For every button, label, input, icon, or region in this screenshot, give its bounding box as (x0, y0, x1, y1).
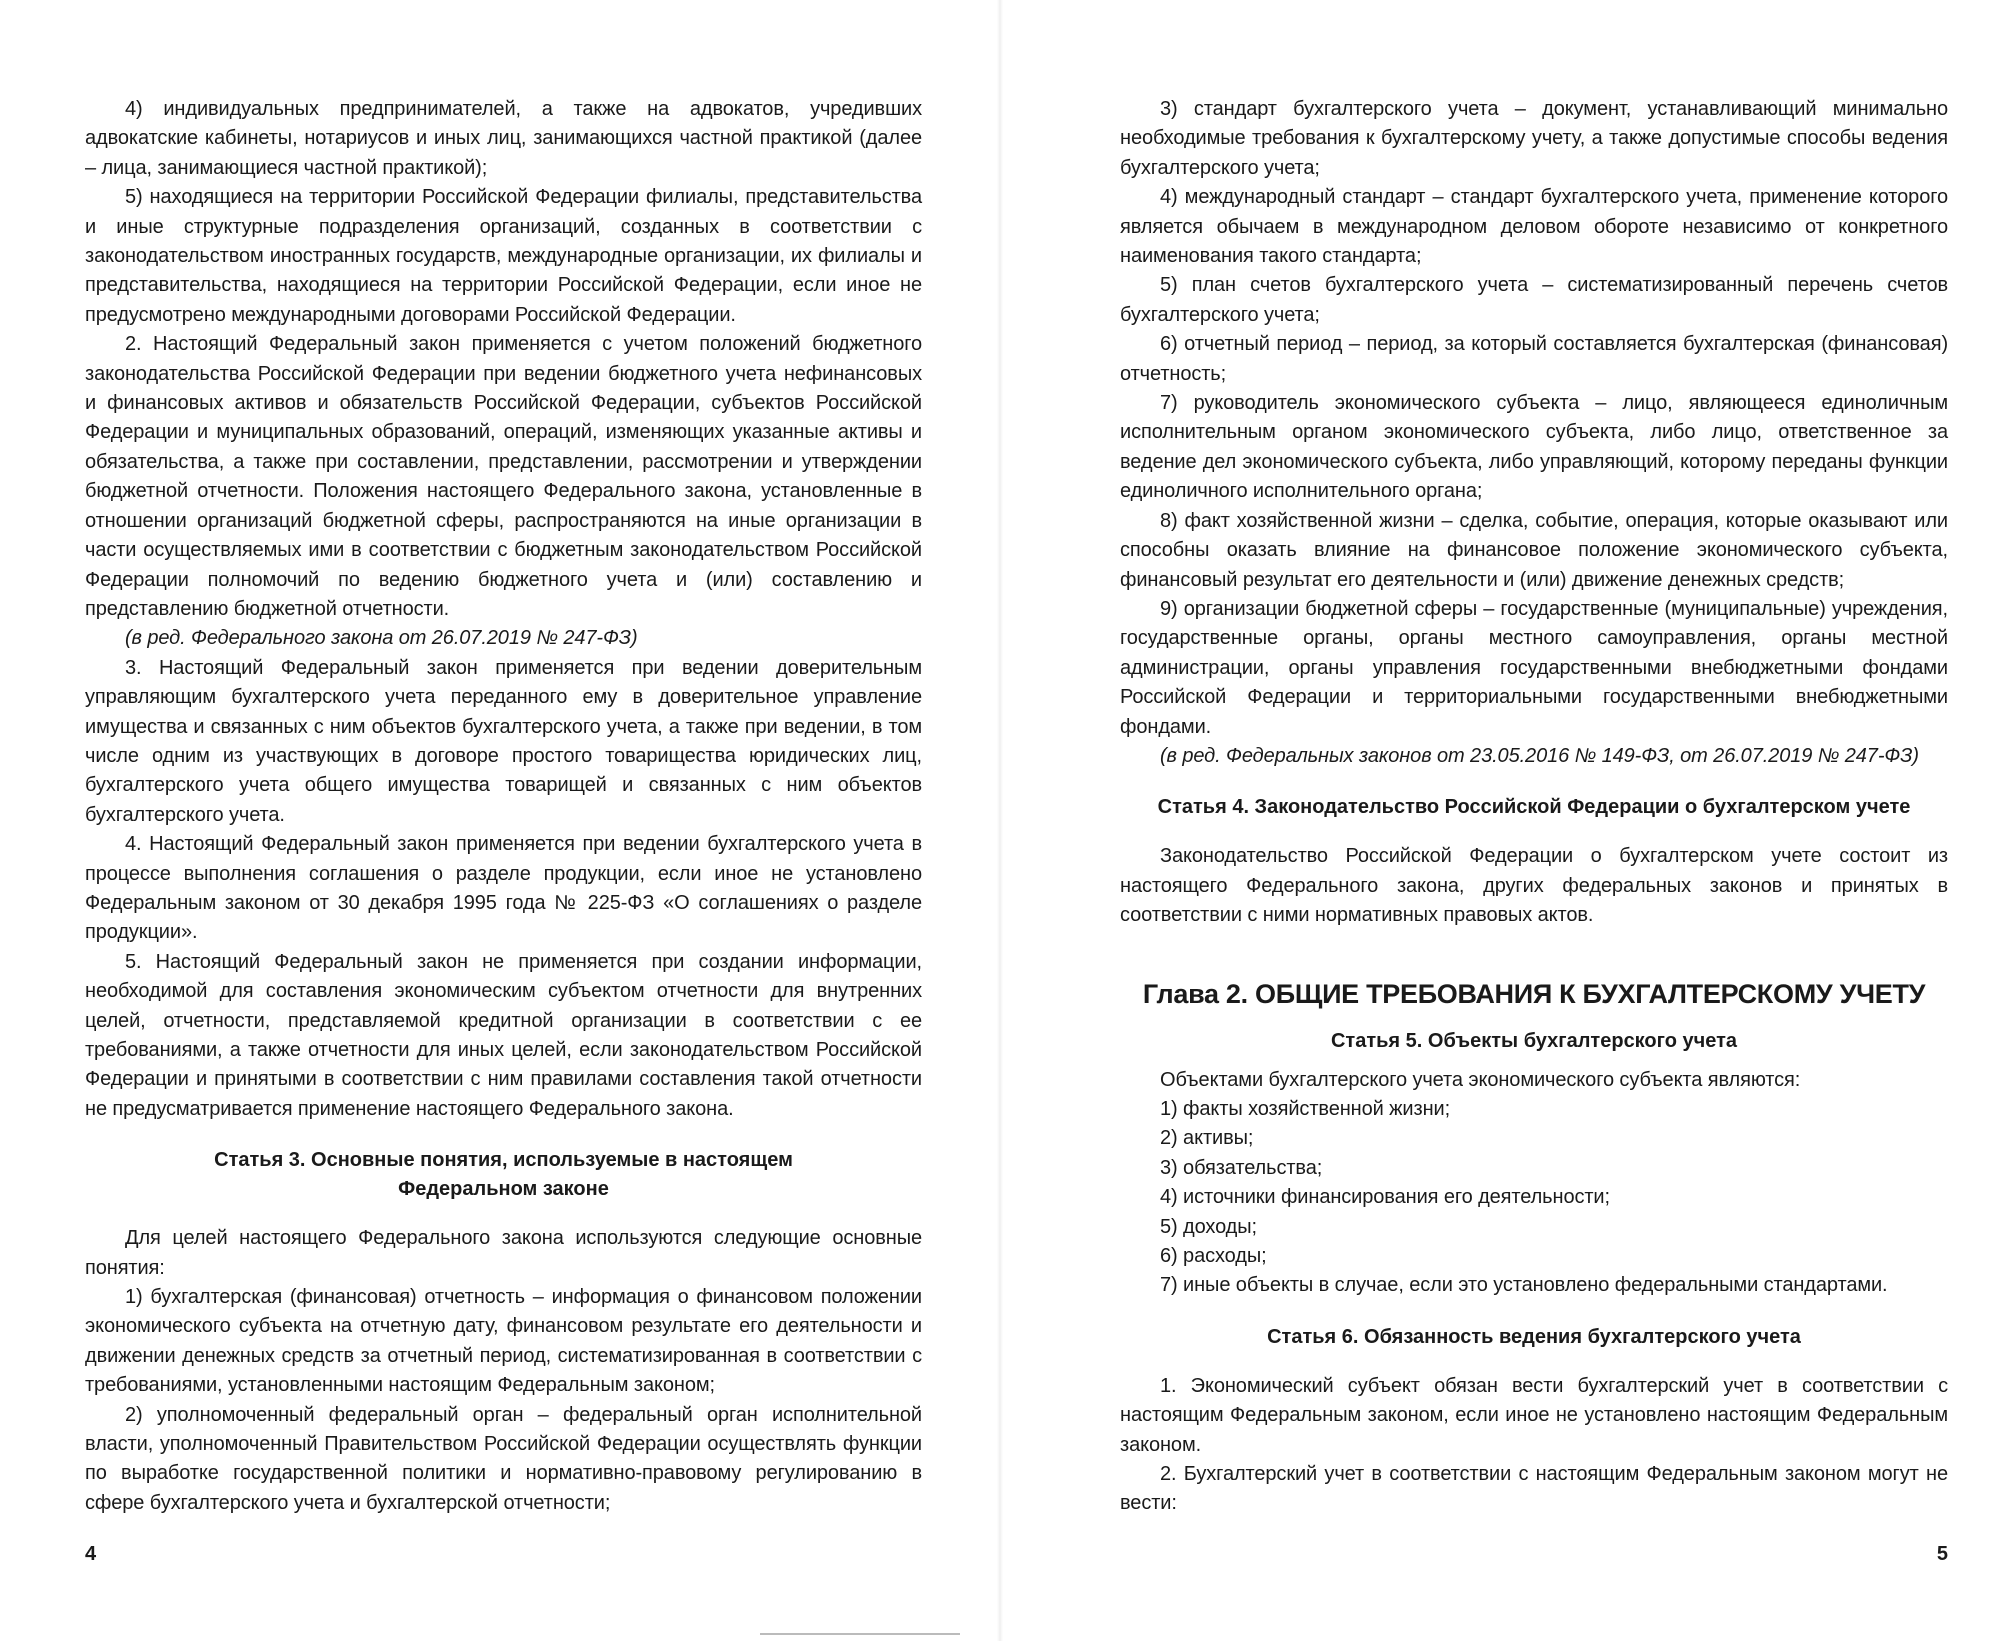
paragraph: 4) международный стандарт – стандарт бухгалтерского учета, применение которого является обычаем в международном деловом обороте независимо от конкретного наименования такого стандарта; (1120, 186, 1948, 268)
article-4-title: Статья 4. Законодательство Российской Федерации о бухгалтерском учете (1157, 796, 1911, 819)
page-number-right: 5 (1936, 1543, 1948, 1565)
list-item: 3) обязательства; (1160, 1156, 1323, 1179)
paragraph: 8) факт хозяйственной жизни – сделка, событие, операция, которые оказывают или способны оказать влияние на финансовое положение экономического субъекта, финансовый результат его деятельности и (или) движение денежных средств; (1120, 509, 1948, 591)
paragraph: 3) стандарт бухгалтерского учета – документ, устанавливающий минимально необходимые требования к бухгалтерскому учету, а также допустимые способы ведения бухгалтерского учета; (1120, 98, 1948, 179)
article-3-title-line-2: Федеральном законе (398, 1178, 609, 1201)
paragraph: 2) уполномоченный федеральный орган – федеральный орган исполнительной власти, уполномоченный Правительством Российской Федерации осуществлять функции по выработке государственной политики и нормативно-правовому регулированию в сфере бухгалтерского учета и бухгалтерской отчетности; (85, 1403, 922, 1514)
bottom-edge-line (760, 1633, 960, 1635)
paragraph: 5. Настоящий Федеральный закон не применяется при создании информации, необходимой для составления экономическим субъектом отчетности для внутренних целей, отчетности, представляемой кредитной организации в соответствии с ее требованиями, а также отчетности для иных целей, если законодательством Российской Федерации и принятыми в соответствии с ним правилами составления такой отчетности не предусматривается применение настоящего Федерального закона. (85, 950, 922, 1120)
paragraph: 2. Настоящий Федеральный закон применяется с учетом положений бюджетного законодательства Российской Федерации при ведении бюджетного учета нефинансовых и финансовых активов и обязательств Российской Федерации, субъектов Российской Федерации и муниципальных образований, операций, изменяющих указанные активы и обязательства, а также при составлении, представлении, рассмотрении и утверждении бюджетной отчетности. Положения настоящего Федерального закона, установленные в отношении организаций бюджетной сферы, распространяются на иные организации в части осуществляемых ими в соответствии с бюджетным законодательством Российской Федерации полномочий по ведению бюджетного учета и (или) составлению и представлению бюджетной отчетности. (85, 333, 922, 620)
paragraph: 3. Настоящий Федеральный закон применяется при ведении доверительным управляющим бухгалтерского учета переданного ему в доверительное управление имущества и связанных с ним объектов бухгалтерского учета, а также при ведении, в том числе одним из участвующих в договоре простого товарищества юридических лиц, бухгалтерского учета общего имущества товарищей и связанных с ним объектов бухгалтерского учета. (85, 656, 922, 826)
article-5-title: Статья 5. Объекты бухгалтерского учета (1330, 1029, 1737, 1052)
chapter-2-title: Глава 2. ОБЩИЕ ТРЕБОВАНИЯ К БУХГАЛТЕРСКОМУ УЧЕТУ (1142, 978, 1926, 1009)
list-item: 5) доходы; (1160, 1215, 1257, 1238)
right-page-text (1120, 95, 1948, 1519)
paragraph: Объектами бухгалтерского учета экономического субъекта являются: (1160, 1068, 1801, 1091)
list-item: 1) факты хозяйственной жизни; (1160, 1097, 1451, 1120)
list-item: 7) иные объекты в случае, если это установлено федеральными стандартами. (1160, 1274, 1888, 1297)
paragraph: Законодательство Российской Федерации о бухгалтерском учете состоит из настоящего Федерального закона, других федеральных законов и принятых в соответствии с ними нормативных правовых актов. (1120, 845, 1948, 927)
paragraph: 5) план счетов бухгалтерского учета – систематизированный перечень счетов бухгалтерского учета; (1120, 274, 1948, 326)
paragraph: 9) организации бюджетной сферы – государственные (муниципальные) учреждения, государственные органы, органы местного самоуправления, органы местной администрации, органы управления государственными внебюджетными фондами Российской Федерации и территориальными государственными внебюджетными фондами. (1120, 597, 1948, 738)
left-page-text (85, 95, 922, 1518)
paragraph: 7) руководитель экономического субъекта – лицо, являющееся единоличным исполнительным органом экономического субъекта, либо лицо, ответственное за ведение дел экономического субъекта, либо управляющий, которому переданы функции единоличного исполнительного органа; (1120, 392, 1948, 503)
page-number-left: 4 (85, 1543, 97, 1565)
article-3-title-line-1: Статья 3. Основные понятия, используемые в настоящем (214, 1149, 793, 1172)
right-page (1000, 0, 2000, 1641)
paragraph: 2. Бухгалтерский учет в соответствии с настоящим Федеральным законом могут не вести: (1120, 1463, 1948, 1515)
paragraph: 4) индивидуальных предпринимателей, а также на адвокатов, учредивших адвокатские кабинеты, нотариусов и иных лиц, занимающихся частной практикой (далее – лица, занимающиеся частной практикой); (85, 98, 922, 179)
paragraph: 6) отчетный период – период, за который составляется бухгалтерская (финансовая) отчетность; (1120, 333, 1948, 385)
paragraph: 5) находящиеся на территории Российской Федерации филиалы, представительства и иные структурные подразделения организаций, созданных в соответствии с законодательством иностранных государств, международные организации, их филиалы и представительства, находящиеся на территории Российской Федерации, если иное не предусмотрено международными договорами Российской Федерации. (85, 186, 922, 326)
paragraph: Для целей настоящего Федерального закона используются следующие основные понятия: (85, 1227, 922, 1279)
article-6-title: Статья 6. Обязанность ведения бухгалтерского учета (1267, 1325, 1801, 1348)
article-3-title (85, 1146, 922, 1204)
amendment-note: (в ред. Федеральных законов от 23.05.2016 № 149-ФЗ, от 26.07.2019 № 247-ФЗ) (1160, 744, 1919, 767)
list-item: 2) активы; (1160, 1127, 1254, 1150)
paragraph: 1) бухгалтерская (финансовая) отчетность – информация о финансовом положении экономического субъекта на отчетную дату, финансовом результате его деятельности и движении денежных средств за отчетный период, систематизированная в соответствии с требованиями, установленными настоящим Федеральным законом; (85, 1286, 922, 1397)
amendment-note: (в ред. Федерального закона от 26.07.2019 № 247-ФЗ) (125, 627, 638, 650)
paragraph: 4. Настоящий Федеральный закон применяется при ведении бухгалтерского учета в процессе выполнения соглашения о разделе продукции, если иное не установлено Федеральным законом от 30 декабря 1995 года № 225-ФЗ «О соглашениях о разделе продукции». (85, 833, 922, 944)
list-item: 4) источники финансирования его деятельности; (1160, 1186, 1610, 1209)
list-item: 6) расходы; (1160, 1245, 1267, 1267)
paragraph: 1. Экономический субъект обязан вести бухгалтерский учет в соответствии с настоящим Федеральным законом, если иное не установлено настоящим Федеральным законом. (1120, 1374, 1948, 1456)
